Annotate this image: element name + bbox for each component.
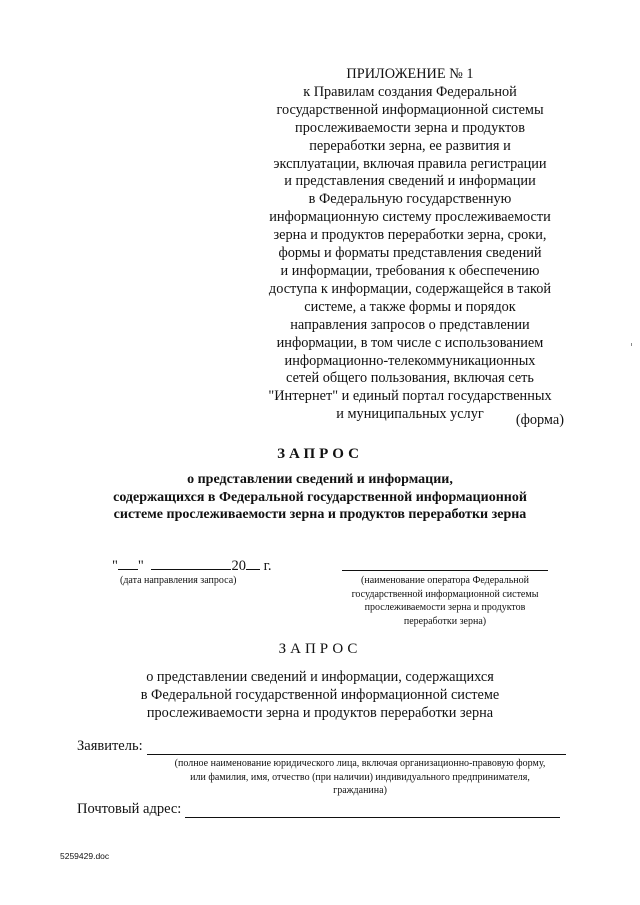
quote-close: " [137,558,144,574]
subtitle-line: о представлении сведений и информации, [187,472,453,487]
caption-line: гражданина) [333,785,387,796]
subtitle-line: системе прослеживаемости зерна и продуктов переработки зерна [113,507,527,522]
operator-caption [322,574,568,628]
annex-line: зерна и продуктов переработки зерна, сроки, [273,227,547,244]
subtitle-line: о представлении сведений и информации, содержащихся [146,669,494,685]
annex-line: "Интернет" и единый портал государственных [268,388,552,405]
postal-address-blank[interactable] [185,804,560,818]
annex-line: и муниципальных услуг [336,406,484,423]
annex-line: переработки зерна, ее развития и [309,137,511,154]
annex-line: государственной информационной системы [276,101,544,118]
day-blank[interactable] [118,557,138,570]
caption-line: (полное наименование юридического лица, включая организационно-правовую форму, [174,758,546,769]
year-blank[interactable] [246,557,260,570]
year-suffix: г. [263,558,272,574]
annex-line: и представления сведений и информации [284,173,536,190]
annex-line: и информации, требования к обеспечению [280,262,540,279]
applicant-field [77,738,566,755]
caption-line: прослеживаемости зерна и продуктов [364,602,526,613]
annex-line: сетей общего пользования, включая сеть [286,370,534,387]
annex-line: доступа к информации, содержащейся в такой [268,280,552,297]
year-prefix: 20 [231,558,246,574]
annex-line: прослеживаемости зерна и продуктов [295,119,525,136]
annex-line: системе, а также формы и порядок [304,298,516,315]
postal-label: Почтовый адрес: [77,801,182,817]
annex-line: направления запросов о представлении [290,316,530,333]
date-field[interactable] [112,557,272,575]
request-title: ЗАПРОС [278,641,362,657]
request-subtitle-bold [60,471,580,524]
operator-name-blank[interactable] [342,570,548,571]
caption-line: (наименование оператора Федеральной [361,575,529,586]
form-note: (форма) [515,412,564,428]
caption-line: переработки зерна) [403,615,487,627]
annex-line: формы и форматы представления сведений [278,245,542,262]
applicant-caption [140,757,580,798]
annex-line: информации, в том числе с использованием [276,334,544,351]
annex-line: информационную систему прослеживаемости [269,209,551,226]
document-code: 5259429.doc [60,851,110,861]
request-title-bold: ЗАПРОС [277,446,363,462]
annex-line: информационно-телекоммуникационных [284,352,536,369]
quote-open: " [112,558,118,574]
subtitle-line: в Федеральной государственной информационной системе [140,687,500,703]
postal-address-field [77,801,560,818]
subtitle-line: прослеживаемости зерна и продуктов переработки зерна [146,705,494,721]
annex-heading: ПРИЛОЖЕНИЕ № 1 [346,66,474,82]
date-caption: (дата направления запроса) [120,575,237,586]
applicant-label: Заявитель: [77,738,143,754]
annex-line: в Федеральную государственную [308,191,512,208]
caption-line: государственной информационной системы [351,588,539,600]
annex-line: эксплуатации, включая правила регистрации [273,155,547,172]
annex-line: к Правилам создания Федеральной [303,83,517,100]
request-subtitle [60,668,580,722]
caption-line: или фамилия, имя, отчество (при наличии) индивидуального предпринимателя, [190,771,530,783]
applicant-blank[interactable] [147,741,566,755]
month-blank[interactable] [151,557,231,570]
subtitle-line: содержащихся в Федеральной государственной информационной [113,489,527,505]
annex-block [240,66,580,424]
scan-speck [631,343,632,346]
